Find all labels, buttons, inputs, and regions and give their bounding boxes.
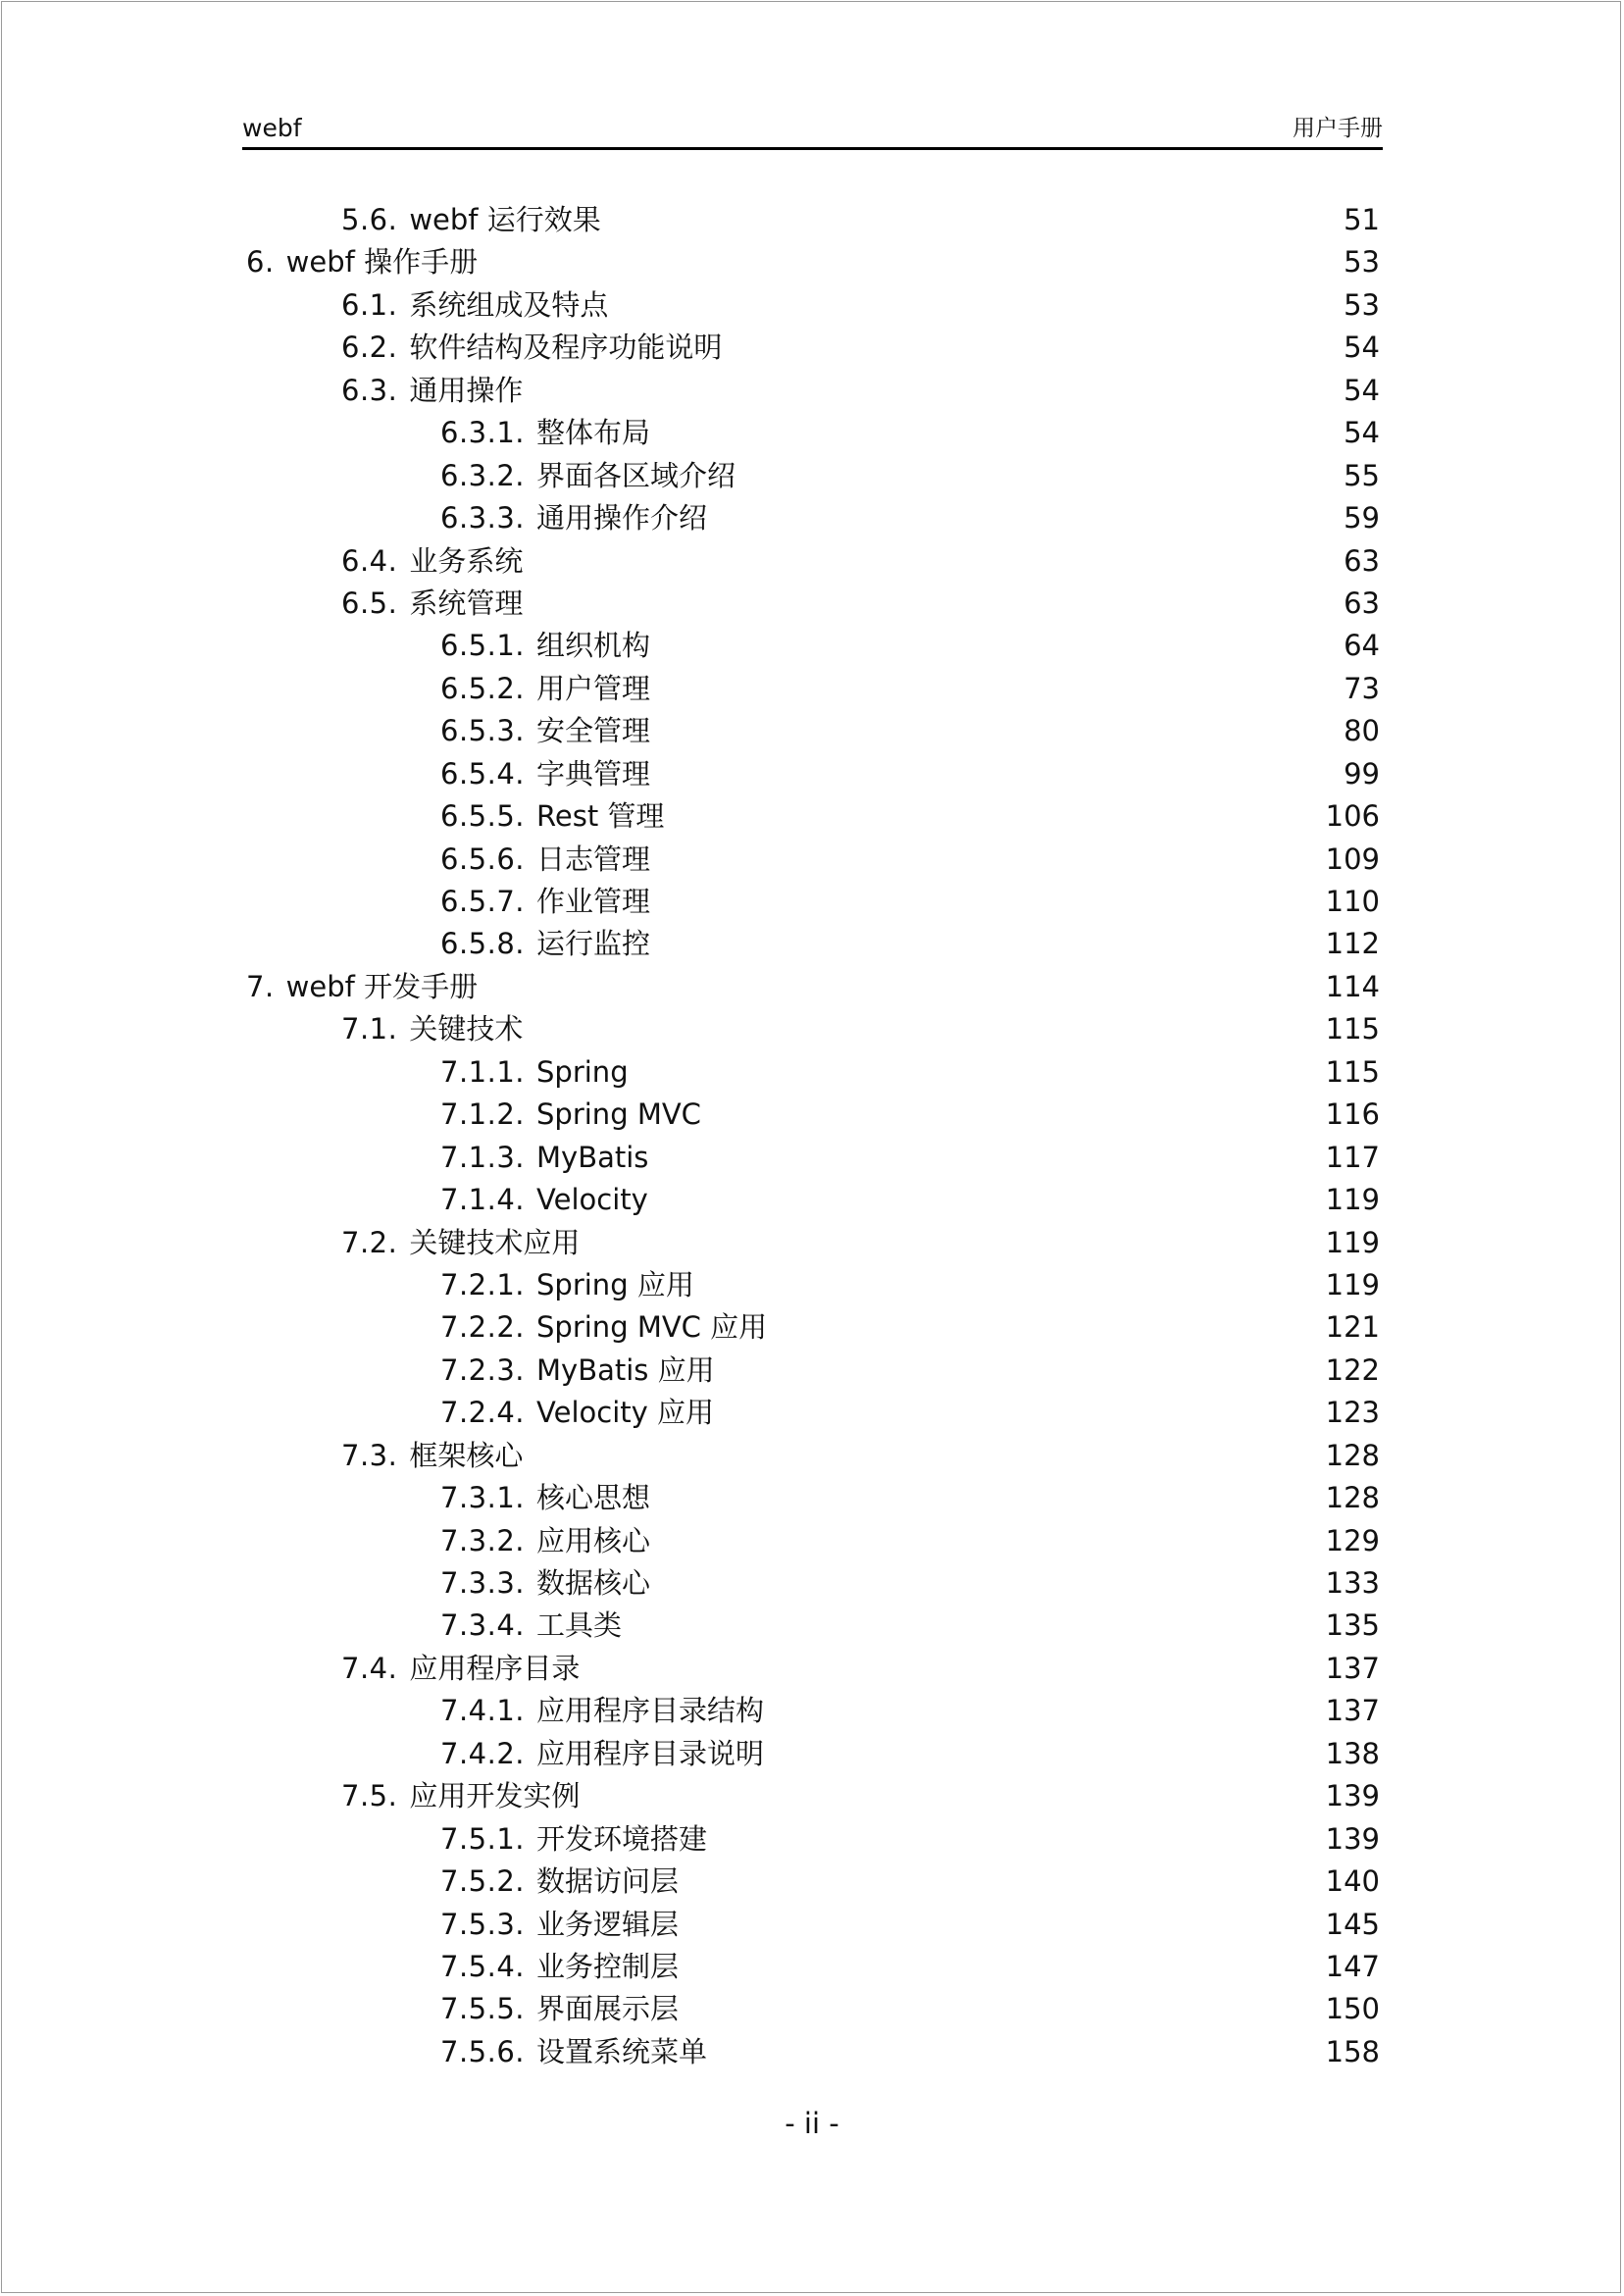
toc-entry-title: 软件结构及程序功能说明 xyxy=(409,331,723,365)
toc-entry-page: 117 xyxy=(1325,1140,1380,1174)
toc-entry[interactable] xyxy=(242,1690,1380,1732)
toc-entry-title: 界面各区域介绍 xyxy=(536,458,736,492)
toc-entry[interactable] xyxy=(242,540,1380,583)
toc-entry[interactable] xyxy=(242,1861,1380,1903)
toc-entry-page: 121 xyxy=(1325,1310,1380,1345)
toc-entry-title: 组织机构 xyxy=(536,629,651,663)
toc-entry[interactable] xyxy=(242,412,1380,454)
toc-entry-page: 115 xyxy=(1325,1012,1380,1046)
toc-entry[interactable] xyxy=(242,966,1380,1008)
toc-entry-number: 7.2.2. xyxy=(440,1310,526,1345)
toc-entry-page: 128 xyxy=(1325,1438,1380,1472)
toc-entry[interactable] xyxy=(242,923,1380,965)
toc-entry-number: 6.1. xyxy=(341,287,398,322)
toc-entry-number: 7.1.4. xyxy=(440,1183,526,1217)
toc-entry[interactable] xyxy=(242,753,1380,795)
toc-entry-page: 59 xyxy=(1344,501,1380,536)
toc-entry-title: 通用操作介绍 xyxy=(536,501,708,536)
toc-entry-number: 7.2.3. xyxy=(440,1352,526,1387)
toc-entry-title: 系统组成及特点 xyxy=(409,287,609,322)
toc-entry-number: 6.5.6. xyxy=(440,842,526,876)
toc-entry-number: 7.5.4. xyxy=(440,1949,526,1983)
toc-entry[interactable] xyxy=(242,1350,1380,1392)
toc-entry-page: 139 xyxy=(1325,1779,1380,1813)
toc-entry-title: 数据访问层 xyxy=(536,1864,680,1899)
toc-entry-page: 129 xyxy=(1325,1523,1380,1557)
header-doc-type: 用户手册 xyxy=(1293,116,1383,141)
toc-entry-page: 112 xyxy=(1325,927,1380,961)
toc-entry-number: 7.2.4. xyxy=(440,1396,526,1430)
toc-entry-page: 54 xyxy=(1344,331,1380,365)
toc-entry-number: 6.3. xyxy=(341,373,398,407)
toc-entry-page: 135 xyxy=(1325,1608,1380,1643)
toc-entry-title: 工具类 xyxy=(536,1608,623,1643)
toc-entry[interactable] xyxy=(242,1562,1380,1605)
toc-entry-title: 整体布局 xyxy=(536,416,651,450)
toc-entry[interactable] xyxy=(242,1605,1380,1647)
toc-entry-number: 7. xyxy=(246,969,275,1003)
toc-entry-number: 7.5. xyxy=(341,1779,398,1813)
toc-entry[interactable] xyxy=(242,284,1380,327)
toc-entry[interactable] xyxy=(242,1904,1380,1946)
toc-entry[interactable] xyxy=(242,1988,1380,2030)
toc-entry-number: 6.3.3. xyxy=(440,501,526,536)
toc-entry-title: 关键技术 xyxy=(409,1012,524,1046)
toc-entry-page: 106 xyxy=(1325,799,1380,834)
toc-entry[interactable] xyxy=(242,1008,1380,1050)
toc-entry-title: 数据核心 xyxy=(536,1566,651,1600)
toc-entry[interactable] xyxy=(242,497,1380,539)
toc-entry-title: 核心思想 xyxy=(536,1481,651,1515)
toc-entry[interactable] xyxy=(242,2031,1380,2073)
toc-entry-page: 119 xyxy=(1325,1267,1380,1301)
toc-entry-page: 53 xyxy=(1344,287,1380,322)
toc-entry-number: 7.3.2. xyxy=(440,1523,526,1557)
toc-entry-number: 6. xyxy=(246,245,275,280)
toc-entry[interactable] xyxy=(242,1946,1380,1988)
toc-entry-number: 7.5.1. xyxy=(440,1821,526,1856)
toc-entry-title: 业务控制层 xyxy=(536,1949,680,1983)
toc-entry-title: webf 操作手册 xyxy=(285,245,479,280)
toc-entry-title: 业务逻辑层 xyxy=(536,1907,680,1941)
toc-entry-number: 7.1. xyxy=(341,1012,398,1046)
toc-entry-title: 应用程序目录 xyxy=(409,1651,581,1685)
toc-entry-page: 122 xyxy=(1325,1352,1380,1387)
toc-entry-number: 6.5.4. xyxy=(440,756,526,791)
toc-entry-page: 64 xyxy=(1344,629,1380,663)
toc-entry[interactable] xyxy=(242,1306,1380,1349)
toc-entry-title: Velocity xyxy=(536,1183,648,1217)
toc-entry-number: 7.5.2. xyxy=(440,1864,526,1899)
toc-entry-page: 55 xyxy=(1344,458,1380,492)
toc-entry-number: 7.5.3. xyxy=(440,1907,526,1941)
toc-entry-title: 系统管理 xyxy=(409,586,524,620)
toc-entry[interactable] xyxy=(242,1392,1380,1434)
toc-entry-number: 6.2. xyxy=(341,331,398,365)
toc-entry-title: 应用开发实例 xyxy=(409,1779,581,1813)
toc-entry[interactable] xyxy=(242,1477,1380,1519)
toc-entry[interactable] xyxy=(242,583,1380,625)
toc-entry-number: 6.5.8. xyxy=(440,927,526,961)
toc-entry-page: 119 xyxy=(1325,1225,1380,1259)
toc-entry[interactable] xyxy=(242,795,1380,838)
toc-entry[interactable] xyxy=(242,1520,1380,1562)
toc-entry-title: webf 运行效果 xyxy=(409,203,601,236)
toc-entry[interactable] xyxy=(242,1648,1380,1690)
toc-entry-number: 7.2. xyxy=(341,1225,398,1259)
toc-entry-page: 123 xyxy=(1325,1396,1380,1430)
toc-entry-number: 7.4.1. xyxy=(440,1694,526,1728)
toc-entry[interactable] xyxy=(242,1222,1380,1264)
toc-entry-title: 关键技术应用 xyxy=(409,1225,581,1259)
toc-entry[interactable] xyxy=(242,1051,1380,1094)
toc-entry-page: 137 xyxy=(1325,1651,1380,1685)
toc-entry-number: 7.3.4. xyxy=(440,1608,526,1643)
toc-entry-page: 138 xyxy=(1325,1736,1380,1770)
toc-entry[interactable] xyxy=(242,668,1380,710)
toc-entry-number: 7.3.1. xyxy=(440,1481,526,1515)
header-doc-name: webf xyxy=(242,114,302,142)
toc-entry-title: 业务系统 xyxy=(409,543,524,578)
toc-entry-title: 界面展示层 xyxy=(536,1992,680,2026)
toc-entry-title: webf 开发手册 xyxy=(285,969,479,1003)
toc-entry-page: 116 xyxy=(1325,1097,1380,1132)
toc-entry[interactable] xyxy=(242,455,1380,497)
toc-entry-number: 7.1.3. xyxy=(440,1140,526,1174)
toc-entry-page: 158 xyxy=(1325,2034,1380,2068)
toc-entry-page: 73 xyxy=(1344,671,1380,705)
toc-entry[interactable] xyxy=(242,710,1380,752)
toc-entry[interactable] xyxy=(242,1733,1380,1775)
toc-entry-title: MyBatis xyxy=(536,1140,649,1174)
toc-entry-number: 7.4.2. xyxy=(440,1736,526,1770)
toc-entry-page: 150 xyxy=(1325,1992,1380,2026)
toc-entry-number: 6.4. xyxy=(341,543,398,578)
toc-entry[interactable] xyxy=(242,241,1380,283)
toc-entry-title: Spring 应用 xyxy=(536,1267,694,1301)
toc-entry-page: 140 xyxy=(1325,1864,1380,1899)
toc-entry-number: 6.5.1. xyxy=(440,629,526,663)
toc-entry-title: 应用核心 xyxy=(536,1523,651,1557)
toc-entry-number: 7.1.2. xyxy=(440,1097,526,1132)
toc-entry-number: 7.5.5. xyxy=(440,1992,526,2026)
toc-entry-title: 开发环境搭建 xyxy=(536,1821,708,1856)
toc-entry[interactable] xyxy=(242,199,1380,241)
toc-entry-page: 139 xyxy=(1325,1821,1380,1856)
toc-entry-page: 53 xyxy=(1344,245,1380,280)
toc-entry-number: 6.5.2. xyxy=(440,671,526,705)
toc-entry-page: 115 xyxy=(1325,1054,1380,1089)
toc-entry[interactable] xyxy=(242,1179,1380,1221)
toc-entry[interactable] xyxy=(242,625,1380,667)
toc-entry-number: 6.5.3. xyxy=(440,714,526,748)
toc-entry-page: 119 xyxy=(1325,1183,1380,1217)
toc-entry-title: 应用程序目录说明 xyxy=(536,1736,765,1770)
toc-entry-page: 63 xyxy=(1344,586,1380,620)
toc-entry-page: 137 xyxy=(1325,1694,1380,1728)
toc-entry-page: 109 xyxy=(1325,842,1380,876)
toc-entry-title: Velocity 应用 xyxy=(536,1396,714,1430)
toc-entry-title: 日志管理 xyxy=(536,842,651,876)
toc-entry-page: 54 xyxy=(1344,373,1380,407)
toc-entry-title: 框架核心 xyxy=(409,1438,524,1472)
toc-entry-number: 6.3.2. xyxy=(440,458,526,492)
toc-entry[interactable] xyxy=(242,1775,1380,1817)
toc-entry[interactable] xyxy=(242,839,1380,881)
toc-entry[interactable] xyxy=(242,1137,1380,1179)
toc-entry-number: 6.5.7. xyxy=(440,885,526,918)
toc-entry-title: Spring xyxy=(536,1054,629,1089)
toc-entry[interactable] xyxy=(242,370,1380,412)
toc-entry[interactable] xyxy=(242,1818,1380,1861)
toc-entry-title: 字典管理 xyxy=(536,756,651,791)
toc-entry-page: 80 xyxy=(1344,714,1380,748)
toc-entry-number: 6.3.1. xyxy=(440,416,526,450)
toc-entry-page: 63 xyxy=(1344,543,1380,578)
toc-entry-number: 7.5.6. xyxy=(440,2034,526,2068)
toc-entry-page: 110 xyxy=(1325,885,1380,918)
toc-entry-page: 128 xyxy=(1325,1481,1380,1515)
toc-entry-title: 运行监控 xyxy=(536,927,651,961)
toc-entry-page: 51 xyxy=(1344,203,1380,236)
toc-entry-title: 作业管理 xyxy=(536,885,651,918)
page-header xyxy=(242,110,1383,150)
toc-entry-title: Spring MVC 应用 xyxy=(536,1310,768,1345)
toc-entry-title: Rest 管理 xyxy=(536,799,665,834)
toc-entry-number: 7.3. xyxy=(341,1438,398,1472)
page-number: - ii - xyxy=(785,2107,839,2140)
toc-entry-title: 通用操作 xyxy=(409,373,524,407)
toc-entry-title: Spring MVC xyxy=(536,1097,701,1132)
toc-entry-page: 54 xyxy=(1344,416,1380,450)
toc-entry-page: 133 xyxy=(1325,1566,1380,1600)
toc-entry[interactable] xyxy=(242,1264,1380,1306)
toc-entry-title: 安全管理 xyxy=(536,714,651,748)
toc-entry-number: 6.5. xyxy=(341,586,398,620)
toc-entry-title: 应用程序目录结构 xyxy=(536,1694,765,1728)
toc-entry-page: 145 xyxy=(1325,1907,1380,1941)
toc-entry-page: 114 xyxy=(1325,969,1380,1003)
toc-entry-title: 用户管理 xyxy=(536,671,651,705)
toc-entry-number: 7.4. xyxy=(341,1651,398,1685)
toc-entry-page: 99 xyxy=(1344,756,1380,791)
toc-entry-title: 设置系统菜单 xyxy=(536,2034,708,2068)
toc-entry-number: 5.6. xyxy=(341,203,398,236)
toc-entry-number: 7.1.1. xyxy=(440,1054,526,1089)
toc-entry[interactable] xyxy=(242,327,1380,369)
toc-entry[interactable] xyxy=(242,881,1380,923)
toc-entry-page: 147 xyxy=(1325,1949,1380,1983)
toc-entry[interactable] xyxy=(242,1094,1380,1136)
toc-entry-number: 7.2.1. xyxy=(440,1267,526,1301)
toc-entry-number: 6.5.5. xyxy=(440,799,526,834)
table-of-contents xyxy=(242,199,1380,2073)
toc-entry[interactable] xyxy=(242,1435,1380,1477)
toc-entry-title: MyBatis 应用 xyxy=(536,1352,715,1387)
toc-entry-number: 7.3.3. xyxy=(440,1566,526,1600)
